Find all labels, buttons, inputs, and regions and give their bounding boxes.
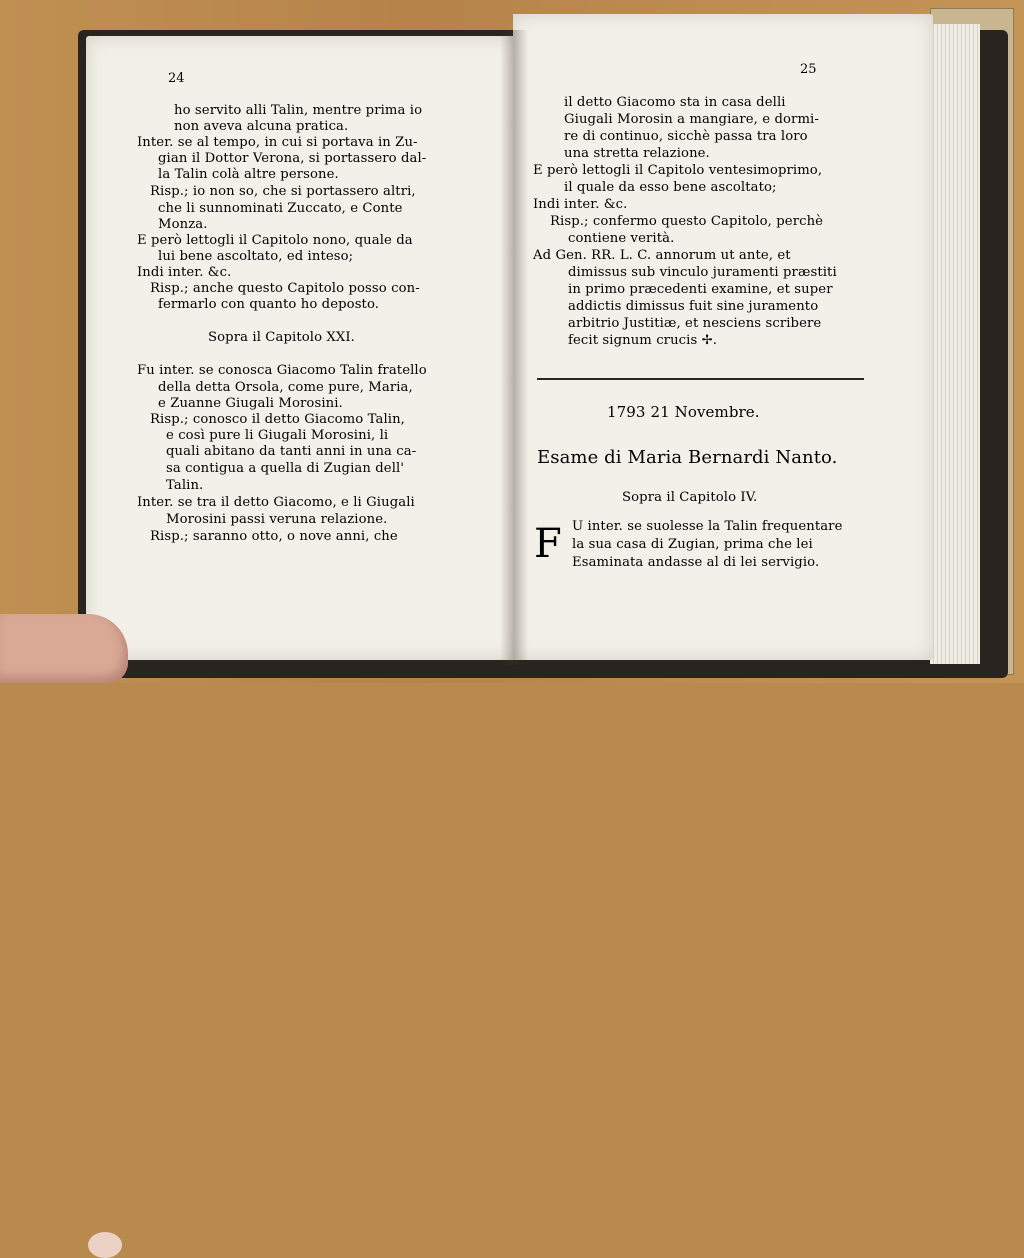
right-line: il quale da esso bene ascoltato; xyxy=(564,180,777,195)
left-line: Morosini passi veruna relazione. xyxy=(166,512,388,527)
left-line: e Zuanne Giugali Morosini. xyxy=(158,396,343,411)
left-line: la Talin colà altre persone. xyxy=(158,167,339,182)
right-line: Ad Gen. RR. L. C. annorum ut ante, et xyxy=(533,248,791,263)
page-edges xyxy=(930,24,980,664)
right-line: in primo præcedenti examine, et super xyxy=(568,282,833,297)
left-line: sa contigua a quella di Zugian dell' xyxy=(166,461,405,476)
left-line: Risp.; conosco il detto Giacomo Talin, xyxy=(150,412,405,427)
right-line: fecit signum crucis ✢. xyxy=(568,333,718,348)
right-line: addictis dimissus fuit sine juramento xyxy=(568,299,819,314)
right-line: Indi inter. &c. xyxy=(533,197,628,212)
left-line: E però lettogli il Capitolo nono, quale da xyxy=(137,233,413,248)
thumb xyxy=(0,614,128,683)
left-line: ho servito alli Talin, mentre prima io xyxy=(174,103,423,118)
left-line: che li sunnominati Zuccato, e Conte xyxy=(158,201,403,216)
left-line: Talin. xyxy=(166,478,204,493)
left-line: Risp.; anche questo Capitolo posso con- xyxy=(150,281,420,296)
right-final-line: Esaminata andasse al di lei servigio. xyxy=(572,555,820,570)
right-line: una stretta relazione. xyxy=(564,146,710,161)
right-line: arbitrio Justitiæ, et nesciens scribere xyxy=(568,316,822,331)
left-line: Risp.; io non so, che si portassero altri, xyxy=(150,184,416,199)
left-line: lui bene ascoltato, ed inteso; xyxy=(158,249,354,264)
left-line: e così pure li Giugali Morosini, li xyxy=(166,428,389,443)
drop-cap-letter: F xyxy=(534,521,562,567)
right-line: Giugali Morosin a mangiare, e dormi- xyxy=(564,112,819,127)
date-line: 1793 21 Novembre. xyxy=(607,403,760,421)
right-line: re di continuo, sicchè passa tra loro xyxy=(564,129,808,144)
left-line: quali abitano da tanti anni in una ca- xyxy=(166,444,417,459)
right-line: contiene verità. xyxy=(568,231,675,246)
right-line: il detto Giacomo sta in casa delli xyxy=(564,95,786,110)
thumbnail-nail xyxy=(88,1232,122,1258)
left-line: non aveva alcuna pratica. xyxy=(174,119,349,134)
right-page-number: 25 xyxy=(800,62,817,77)
left-section-heading: Sopra il Capitolo XXI. xyxy=(208,330,355,345)
left-line: Inter. se tra il detto Giacomo, e li Giugali xyxy=(137,495,415,510)
right-final-line: la sua casa di Zugian, prima che lei xyxy=(572,537,813,552)
book-gutter xyxy=(500,30,528,665)
exam-heading: Esame di Maria Bernardi Nanto. xyxy=(537,447,838,468)
left-line: gian il Dottor Verona, si portassero dal- xyxy=(158,151,427,166)
left-line: della detta Orsola, come pure, Maria, xyxy=(158,380,413,395)
left-line: Indi inter. &c. xyxy=(137,265,232,280)
right-line: dimissus sub vinculo juramenti præstiti xyxy=(568,265,837,280)
left-line: Fu inter. se conosca Giacomo Talin fratello xyxy=(137,363,427,378)
section-divider xyxy=(537,378,864,380)
left-line: Inter. se al tempo, in cui si portava in Zu- xyxy=(137,135,418,150)
right-line: Risp.; confermo questo Capitolo, perchè xyxy=(550,214,824,229)
left-line: Risp.; saranno otto, o nove anni, che xyxy=(150,529,398,544)
right-line: E però lettogli il Capitolo ventesimoprimo, xyxy=(533,163,823,178)
left-line: Monza. xyxy=(158,217,208,232)
chapter-subheading: Sopra il Capitolo IV. xyxy=(622,490,758,505)
left-page-number: 24 xyxy=(168,71,185,86)
left-line: fermarlo con quanto ho deposto. xyxy=(158,297,380,312)
right-final-line: U inter. se suolesse la Talin frequentare xyxy=(572,519,843,534)
